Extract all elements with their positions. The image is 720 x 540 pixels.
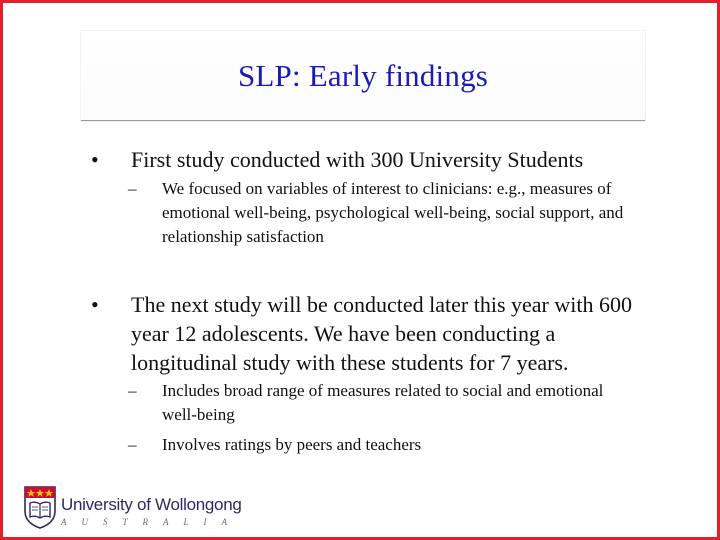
university-logo — [19, 481, 242, 531]
crest-icon — [23, 485, 57, 529]
dash-1-1: – — [128, 179, 137, 198]
point-2-text: The next study will be conducted later this year with 600 year 12 adolescents. We have been conducting a longitudinal study with these students for 7 years. — [131, 292, 632, 375]
title-box — [81, 31, 645, 121]
subpoint-2-2: Involves ratings by peers and teachers — [162, 435, 422, 454]
point-1-text: First study conducted with 300 University Students — [131, 147, 584, 172]
subpoint-1-1: We focused on variables of interest to clinicians: e.g., measures of emotional well-being, psychological well-being, social support, and relationship satisfaction — [162, 179, 624, 246]
university-country: AUSTRALIA — [61, 517, 242, 527]
subpoint-2-1: Includes broad range of measures related to social and emotional well-being — [162, 381, 604, 424]
bullet-2: • — [91, 292, 99, 317]
dash-2-2: – — [128, 435, 137, 454]
university-name: University of Wollongong — [61, 495, 242, 514]
dash-2-1: – — [128, 381, 137, 400]
slide-title: SLP: Early findings — [237, 58, 489, 93]
bullet-1: • — [91, 147, 99, 172]
